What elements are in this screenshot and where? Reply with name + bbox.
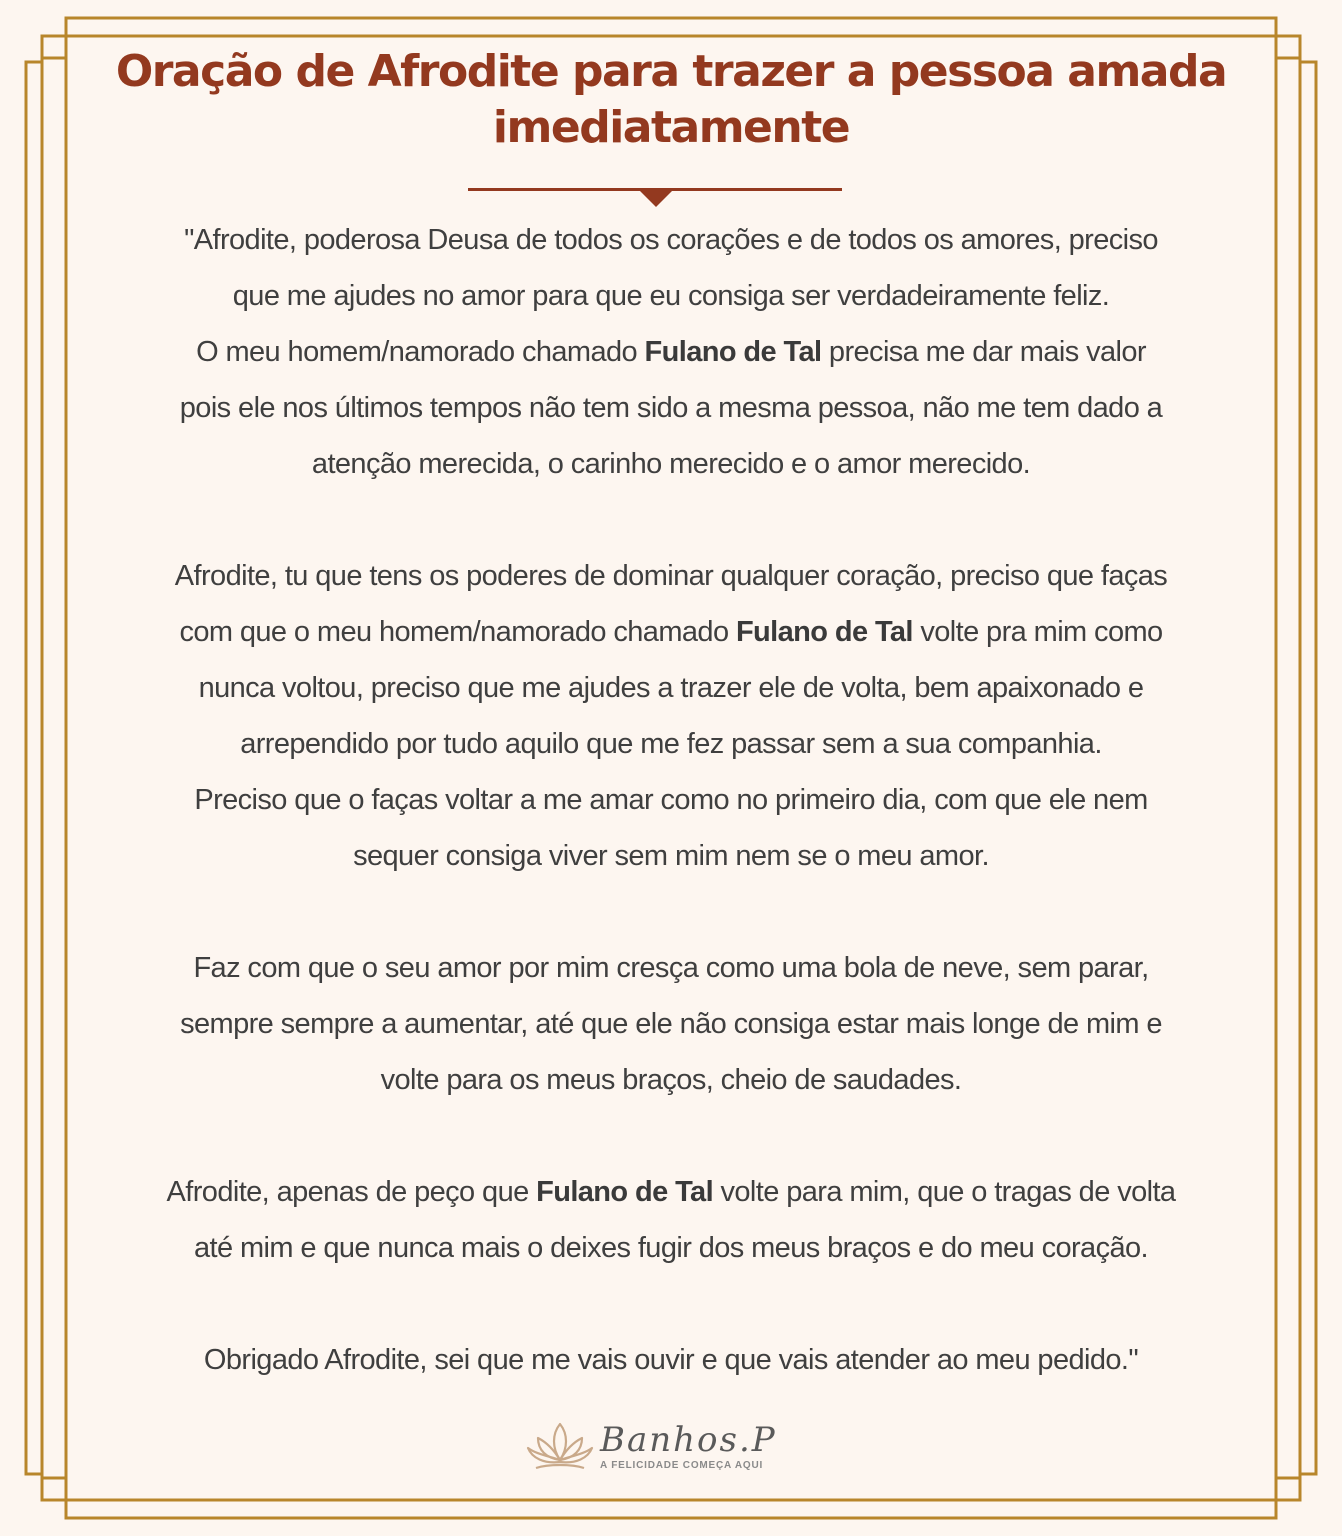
text-line: volte pra mim como — [912, 616, 1163, 648]
text-line: Faz com que o seu amor por mim cresça como uma bola de neve, sem parar, — [193, 952, 1149, 984]
text-line: arrependido por tudo aquilo que me fez passar sem a sua companhia. — [240, 728, 1102, 760]
paragraph-spacer — [64, 1108, 1278, 1164]
text-line: Afrodite, apenas de peço que — [166, 1176, 537, 1208]
text-line: nunca voltou, preciso que me ajudes a trazer ele de volta, bem apaixonado e — [198, 672, 1144, 704]
paragraph-spacer — [64, 884, 1278, 940]
lotus-icon — [524, 1418, 596, 1474]
name-highlight: Fulano de Tal — [735, 616, 913, 648]
text-line: sempre sempre a aumentar, até que ele não consiga estar mais longe de mim e — [180, 1008, 1162, 1040]
text-line: volte para os meus braços, cheio de saudades. — [380, 1064, 962, 1096]
brand-logo[interactable] — [524, 1418, 794, 1480]
text-line: sequer consiga viver sem mim nem se o meu amor. — [353, 840, 989, 872]
text-line: que me ajudes no amor para que eu consiga ser verdadeiramente feliz. — [232, 280, 1110, 312]
paragraph-2 — [64, 548, 1278, 884]
prayer-text — [64, 212, 1278, 1388]
text-line: com que o meu homem/namorado chamado — [179, 616, 736, 648]
name-highlight: Fulano de Tal — [536, 1176, 714, 1208]
brand-name: Banhos.P — [600, 1420, 777, 1460]
text-line: pois ele nos últimos tempos não tem sido a mesma pessoa, não me tem dado a — [179, 392, 1163, 424]
paragraph-1 — [64, 212, 1278, 492]
paragraph-5 — [64, 1332, 1278, 1388]
name-highlight: Fulano de Tal — [644, 336, 822, 368]
text-line: precisa me dar mais valor — [821, 336, 1146, 368]
text-line: Afrodite, tu que tens os poderes de dominar qualquer coração, preciso que faças — [174, 560, 1168, 592]
title-line-1: Oração de Afrodite para trazer a pessoa amada — [115, 46, 1227, 97]
paragraph-spacer — [64, 492, 1278, 548]
brand-tagline: A FELICIDADE COMEÇA AQUI — [600, 1460, 764, 1471]
title-line-2: imediatamente — [492, 102, 850, 153]
text-line: atenção merecida, o carinho merecido e o amor merecido. — [311, 448, 1031, 480]
paragraph-3 — [64, 940, 1278, 1108]
text-line: O meu homem/namorado chamado — [196, 336, 645, 368]
text-line: até mim e que nunca mais o deixes fugir dos meus braços e do meu coração. — [194, 1232, 1148, 1264]
page-title — [60, 44, 1282, 156]
text-line: volte para mim, que o tragas de volta — [713, 1176, 1176, 1208]
text-line: Obrigado Afrodite, sei que me vais ouvir e que vais atender ao meu pedido." — [203, 1344, 1139, 1376]
title-pointer-icon — [640, 191, 672, 207]
text-line: "Afrodite, poderosa Deusa de todos os corações e de todos os amores, preciso — [184, 224, 1158, 256]
text-line: Preciso que o faças voltar a me amar como no primeiro dia, com que ele nem — [194, 784, 1148, 816]
paragraph-spacer — [64, 1276, 1278, 1332]
paragraph-4 — [64, 1164, 1278, 1276]
